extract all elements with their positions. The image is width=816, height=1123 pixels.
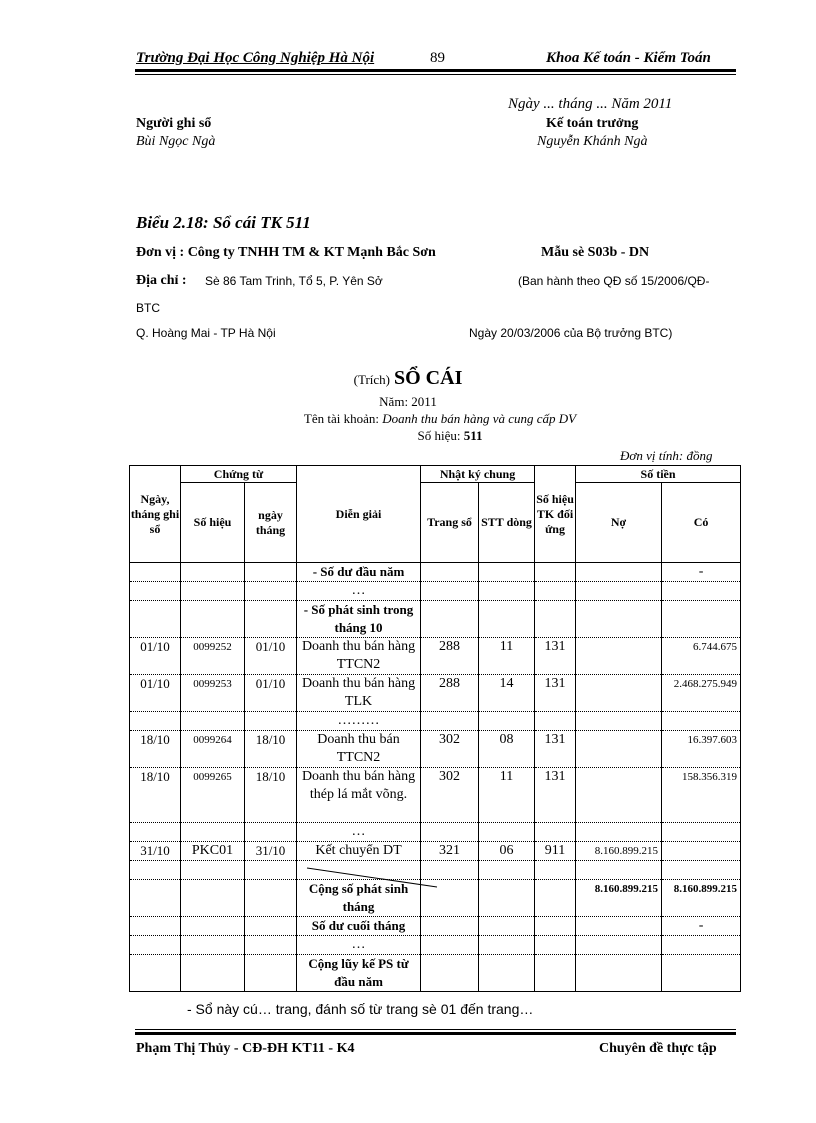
- cell-acct: [535, 861, 576, 880]
- cell-acct: 131: [535, 731, 576, 768]
- cell-debit: [576, 731, 662, 768]
- code-label: Số hiệu:: [417, 428, 461, 443]
- cell-desc: Doanh thu bán hàng TLK: [297, 675, 421, 712]
- footer-author: Phạm Thị Thủy - CĐ-ĐH KT11 - K4: [136, 1041, 355, 1056]
- exhibit-title: Biểu 2.18: Sổ cái TK 511: [136, 213, 311, 232]
- cell-page: [421, 917, 479, 936]
- cell-no: 0099264: [181, 731, 245, 768]
- cell-vdate: [245, 712, 297, 731]
- decree-line2: Ngày 20/03/2006 của Bộ trưởng BTC): [469, 326, 673, 340]
- cell-desc: - Số dư đầu năm: [297, 563, 421, 582]
- district: Q. Hoàng Mai - TP Hà Nội: [136, 326, 276, 340]
- cell-acct: 911: [535, 842, 576, 861]
- cell-no: [181, 880, 245, 917]
- th-journal-page: Trang sổ: [421, 483, 479, 563]
- cell-line: 11: [479, 768, 535, 823]
- cell-credit: -: [662, 917, 741, 936]
- table-row: [130, 955, 741, 992]
- cell-debit: [576, 582, 662, 601]
- cell-no: [181, 955, 245, 992]
- cell-page: [421, 563, 479, 582]
- company-unit: Đơn vị : Công ty TNHH TM & KT Mạnh Bắc Sơn: [136, 245, 436, 260]
- currency-unit: Đơn vị tính: đồng: [620, 448, 713, 463]
- cell-debit: [576, 563, 662, 582]
- signature-date: Ngày ... tháng ... Năm 2011: [508, 96, 673, 112]
- cell-credit: -: [662, 563, 741, 582]
- cell-vdate: [245, 582, 297, 601]
- account-label: Tên tài khoản:: [303, 411, 379, 426]
- cell-line: [479, 601, 535, 638]
- cell-date: [130, 936, 181, 955]
- header-rule: [135, 69, 736, 72]
- cell-date: 18/10: [130, 731, 181, 768]
- form-code: Mẫu sè S03b - DN: [541, 245, 650, 260]
- cell-date: 18/10: [130, 768, 181, 823]
- cell-date: [130, 917, 181, 936]
- ledger-note: - Sổ này cú… trang, đánh số từ trang sè 01 đến trang…: [187, 1001, 534, 1017]
- cell-no: [181, 861, 245, 880]
- cell-date: [130, 880, 181, 917]
- cell-credit: 16.397.603: [662, 731, 741, 768]
- cell-vdate: [245, 955, 297, 992]
- ledger-prefix: (Trích): [353, 372, 390, 387]
- account-name: Doanh thu bán hàng và cung cấp DV: [382, 411, 577, 426]
- cell-acct: [535, 936, 576, 955]
- cell-vdate: 18/10: [245, 768, 297, 823]
- account-code: 511: [463, 428, 483, 443]
- chief-name: Nguyễn Khánh Ngà: [537, 134, 648, 149]
- cell-acct: [535, 582, 576, 601]
- ledger-table: [129, 465, 741, 992]
- cell-no: [181, 823, 245, 842]
- table-row: [130, 712, 741, 731]
- cell-debit: [576, 638, 662, 675]
- cell-acct: [535, 563, 576, 582]
- cell-date: [130, 955, 181, 992]
- table-row: [130, 917, 741, 936]
- footer-rule: [135, 1032, 736, 1035]
- cell-desc: - Số phát sinh trong tháng 10: [297, 601, 421, 638]
- cell-page: 288: [421, 638, 479, 675]
- decree-line1: (Ban hành theo QĐ số 15/2006/QĐ-: [518, 274, 710, 288]
- address-label: Địa chỉ :: [136, 273, 187, 288]
- cell-line: 11: [479, 638, 535, 675]
- cell-credit: 2.468.275.949: [662, 675, 741, 712]
- cell-date: [130, 601, 181, 638]
- cell-line: [479, 712, 535, 731]
- cell-vdate: [245, 823, 297, 842]
- cell-credit: [662, 861, 741, 880]
- cell-credit: [662, 712, 741, 731]
- cell-page: [421, 936, 479, 955]
- header-faculty: Khoa Kế toán - Kiểm Toán: [546, 50, 711, 66]
- table-row: [130, 582, 741, 601]
- th-amount: Số tiền: [576, 466, 741, 483]
- cell-no: [181, 582, 245, 601]
- table-row: [130, 563, 741, 582]
- cell-credit: 8.160.899.215: [662, 880, 741, 917]
- cell-acct: [535, 917, 576, 936]
- cell-date: [130, 582, 181, 601]
- cell-date: 01/10: [130, 675, 181, 712]
- cell-debit: [576, 917, 662, 936]
- cell-vdate: [245, 563, 297, 582]
- cell-desc: Cộng số phát sinh tháng: [297, 880, 421, 917]
- cell-page: 288: [421, 675, 479, 712]
- cell-line: [479, 582, 535, 601]
- cell-no: [181, 712, 245, 731]
- cell-credit: [662, 601, 741, 638]
- th-voucher-no: Số hiệu: [181, 483, 245, 563]
- cell-debit: [576, 936, 662, 955]
- cell-debit: [576, 601, 662, 638]
- cell-credit: 6.744.675: [662, 638, 741, 675]
- cell-acct: [535, 712, 576, 731]
- cell-date: 31/10: [130, 842, 181, 861]
- cell-vdate: 31/10: [245, 842, 297, 861]
- cell-line: 06: [479, 842, 535, 861]
- cell-vdate: [245, 861, 297, 880]
- cell-date: 01/10: [130, 638, 181, 675]
- th-description: Diễn giải: [297, 466, 421, 563]
- address-text: Sè 86 Tam Trinh, Tổ 5, P. Yên Sở: [205, 274, 383, 288]
- cell-date: [130, 861, 181, 880]
- recorder-name: Bùi Ngọc Ngà: [136, 134, 216, 149]
- cell-acct: [535, 955, 576, 992]
- cell-debit: 8.160.899.215: [576, 842, 662, 861]
- header-page-number: 89: [430, 50, 445, 66]
- cell-desc: Doanh thu bán TTCN2: [297, 731, 421, 768]
- cell-line: [479, 955, 535, 992]
- cell-credit: [662, 823, 741, 842]
- table-row: [130, 601, 741, 638]
- ledger-title-line: [0, 367, 816, 390]
- cell-page: [421, 712, 479, 731]
- cell-line: [479, 880, 535, 917]
- cell-vdate: 01/10: [245, 638, 297, 675]
- cell-line: 14: [479, 675, 535, 712]
- th-contra: Số hiệu TK đối ứng: [535, 466, 576, 563]
- cell-no: [181, 917, 245, 936]
- cell-acct: [535, 823, 576, 842]
- cell-debit: [576, 712, 662, 731]
- th-journal-line: STT dòng: [479, 483, 535, 563]
- cell-vdate: [245, 880, 297, 917]
- cell-line: 08: [479, 731, 535, 768]
- header-school: Trường Đại Học Công Nghiệp Hà Nội: [136, 50, 375, 66]
- ledger-year: Năm: 2011: [379, 394, 437, 409]
- cell-page: [421, 823, 479, 842]
- cell-credit: [662, 842, 741, 861]
- cancel-line: [305, 866, 440, 890]
- cell-page: [421, 955, 479, 992]
- table-row: [130, 768, 741, 823]
- cell-debit: [576, 823, 662, 842]
- cell-vdate: [245, 601, 297, 638]
- cell-page: [421, 601, 479, 638]
- cell-credit: [662, 582, 741, 601]
- table-row: [130, 731, 741, 768]
- chief-title: Kế toán trưởng: [546, 116, 639, 131]
- cell-debit: [576, 861, 662, 880]
- cell-desc: Số dư cuối tháng: [297, 917, 421, 936]
- cell-no: [181, 601, 245, 638]
- cell-date: [130, 712, 181, 731]
- cell-acct: 131: [535, 638, 576, 675]
- th-credit: Có: [662, 483, 741, 563]
- cell-desc: …: [297, 582, 421, 601]
- cell-date: [130, 563, 181, 582]
- th-debit: Nợ: [576, 483, 662, 563]
- table-row: [130, 842, 741, 861]
- header-rule-thin: [135, 74, 736, 75]
- cell-desc: Cộng lũy kế PS từ đầu năm: [297, 955, 421, 992]
- cell-desc: ………: [297, 712, 421, 731]
- cell-no: 0099265: [181, 768, 245, 823]
- cell-vdate: 01/10: [245, 675, 297, 712]
- cell-line: [479, 861, 535, 880]
- cell-no: [181, 936, 245, 955]
- cell-page: 302: [421, 731, 479, 768]
- cell-no: 0099252: [181, 638, 245, 675]
- cell-debit: [576, 675, 662, 712]
- cell-vdate: [245, 936, 297, 955]
- cell-line: [479, 917, 535, 936]
- cell-acct: [535, 880, 576, 917]
- decree-line1-cont: BTC: [136, 301, 160, 315]
- cell-desc: …: [297, 936, 421, 955]
- cell-vdate: [245, 917, 297, 936]
- cell-line: [479, 563, 535, 582]
- th-journal: Nhật ký chung: [421, 466, 535, 483]
- cell-acct: 131: [535, 675, 576, 712]
- cell-page: 302: [421, 768, 479, 823]
- cell-acct: [535, 601, 576, 638]
- cell-debit: [576, 768, 662, 823]
- cell-vdate: 18/10: [245, 731, 297, 768]
- cell-acct: 131: [535, 768, 576, 823]
- cell-credit: 158.356.319: [662, 768, 741, 823]
- recorder-title: Người ghi sổ: [136, 116, 212, 131]
- footer-rule-thin: [135, 1029, 736, 1030]
- cell-credit: [662, 936, 741, 955]
- th-voucher-date: ngày tháng: [245, 483, 297, 563]
- cell-page: [421, 582, 479, 601]
- cell-no: 0099253: [181, 675, 245, 712]
- table-row: [130, 638, 741, 675]
- th-date: Ngày, tháng ghi sổ: [130, 466, 181, 563]
- cell-no: PKC01: [181, 842, 245, 861]
- footer-report: Chuyên đề thực tập: [599, 1041, 717, 1056]
- cell-desc: …: [297, 823, 421, 842]
- table-row: [130, 823, 741, 842]
- th-voucher: Chứng từ: [181, 466, 297, 483]
- ledger-title: SỔ CÁI: [394, 367, 463, 389]
- cell-desc: Doanh thu bán hàng thép lá mắt võng.: [297, 768, 421, 823]
- cell-no: [181, 563, 245, 582]
- cell-desc: Doanh thu bán hàng TTCN2: [297, 638, 421, 675]
- cell-debit: [576, 955, 662, 992]
- cell-debit: 8.160.899.215: [576, 880, 662, 917]
- cell-line: [479, 823, 535, 842]
- ledger-code-line: [0, 428, 816, 444]
- cell-desc: Kết chuyển DT: [297, 842, 421, 861]
- table-row: [130, 675, 741, 712]
- cell-line: [479, 936, 535, 955]
- cell-date: [130, 823, 181, 842]
- cell-credit: [662, 955, 741, 992]
- table-row: [130, 936, 741, 955]
- ledger-account-line: [0, 411, 816, 427]
- cell-page: 321: [421, 842, 479, 861]
